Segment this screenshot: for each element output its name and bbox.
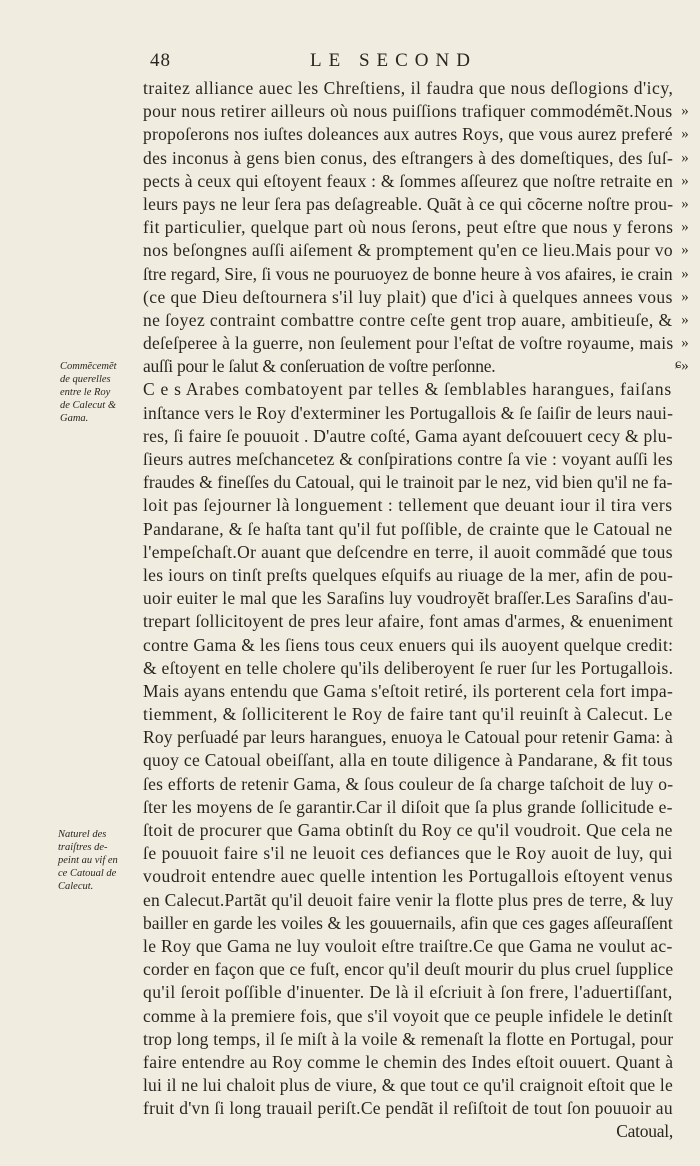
- quotation-mark: »: [681, 126, 689, 143]
- text-line: auſſi pour le ſalut & conſeruation de voſtre perſonne.: [143, 356, 496, 377]
- text-line: tiemment, & ſolliciterent le Roy de faire tant qu'il reuinſt à Calecut. Le: [143, 704, 673, 725]
- text-line: trop long temps, il ſe miſt à la voile & remenaſt la flotte en Portugal, pour: [143, 1028, 673, 1049]
- quotation-mark: »: [681, 311, 689, 328]
- running-title: LE SECOND: [310, 50, 477, 71]
- text-line: res, ſi faire ſe pouuoit . D'autre coſté, Gama ayant deſcouuert cecy & plu-: [143, 425, 673, 446]
- body-text: [143, 77, 673, 1144]
- marginal-note: Commẽcemẽt de querelles entre le Roy de Calecut & Gama.: [60, 361, 117, 424]
- quotation-mark: »: [681, 103, 689, 120]
- text-line: voudroit entendre auec quelle intention les Portugallois eſtoyent venus: [143, 866, 673, 887]
- text-line: ne ſoyez contraint combattre contre ceſte gent trop auare, ambitieuſe, &: [143, 309, 673, 330]
- text-line: en Calecut.Partãt qu'il deuoit faire venir la flotte plus pres de terre, & luy: [143, 889, 673, 910]
- text-line: fit particulier, quelque part où nous ſerons, peut eſtre que nous y ferons: [143, 217, 673, 238]
- marginal-note: Naturel des traiſtres de- peint au vif en ce Catoual de Calecut.: [58, 829, 118, 892]
- text-line: ſieurs autres meſchancetez & conſpirations contre ſa vie : voyant auſſi les: [143, 449, 673, 469]
- quotation-marks-column: [674, 77, 696, 378]
- text-line: fraudes & fineſſes du Catoual, qui le trainoit par le nez, vid bien qu'il ne fa-: [143, 472, 673, 493]
- quotation-mark: »: [681, 265, 689, 282]
- text-line: traitez alliance auec les Chreſtiens, il faudra que nous deſlogions d'icy,: [143, 78, 673, 98]
- quotation-mark: »: [681, 195, 689, 212]
- text-line: fruit d'vn ſi long trauail periſt.Ce pendãt il reſiſtoit de tout ſon pouuoir au: [143, 1098, 673, 1119]
- text-line: uoir euiter le mal que les Saraſins luy voudroyẽt braſſer.Les Saraſins d'au-: [143, 588, 673, 609]
- text-line: trepart ſollicitoyent de pres leur afaire, font amas d'armes, & enueniment: [143, 611, 673, 632]
- text-line: pects à ceux qui eſtoyent feaux : & ſommes aſſeurez que noſtre retraite en: [143, 170, 673, 191]
- text-line: les iours on tinſt preſts quelques eſquifs au riuage de la mer, afin de pou-: [143, 564, 673, 585]
- text-line: des inconus à gens bien conus, des eſtrangers à des domeſtiques, des ſuſ-: [143, 147, 673, 168]
- text-line: qu'il ſeroit poſſible d'inuenter. De là il eſcriuit à ſon frere, l'aduertiſſant,: [143, 982, 673, 1003]
- page-number: 48: [150, 50, 171, 71]
- text-line: Pandarane, & ſe haſta tant qu'il fut poſſible, de crainte que le Catoual ne: [143, 518, 673, 539]
- text-line: quoy ce Catoual obeiſſant, alla en toute diligence à Pandarane, & fit tous: [143, 750, 673, 771]
- text-line: contre Gama & les ſiens tous ceux enuers qui ils auoyent quelque credit:: [143, 634, 673, 655]
- text-line: Catoual,: [616, 1121, 673, 1142]
- text-line: ſes efforts de retenir Gama, & ſous couleur de ſa charge taſchoit de luy o-: [143, 773, 673, 794]
- text-line: & eſtoyent en telle cholere qu'ils deliberoyent ſe ruer ſur les Portugallois.: [143, 657, 673, 678]
- quotation-mark: »: [681, 172, 689, 189]
- text-line: le Roy que Gama ne luy vouloit eſtre traiſtre.Ce que Gama ne voulut ac-: [143, 935, 673, 956]
- quotation-mark: »: [681, 288, 689, 305]
- text-line: corder en façon que ce fuſt, encor qu'il deuſt mourir du plus cruel ſupplice: [143, 959, 673, 980]
- quotation-mark: »: [681, 358, 689, 375]
- text-line: ſter les moyens de ſe garantir.Car il diſoit que ſa plus grande ſollicitude e-: [143, 796, 673, 817]
- text-line: bailler en garde les voiles & les gouuernails, afin que ces gages aſſeuraſſent: [143, 912, 673, 933]
- marginal-symbol: ɕ: [675, 357, 682, 372]
- text-line: ſe pouuoit faire s'il ne leuoit ces defiances que le Roy auoit de luy, qui: [143, 843, 673, 864]
- text-line: propoſerons nos iuſtes doleances aux autres Roys, que vous aurez preferé: [143, 124, 673, 145]
- text-line: C e s Arabes combatoyent par telles & ſemblables harangues, faiſans: [143, 379, 672, 400]
- text-line: deſeſperee à la guerre, non ſeulement pour l'eſtat de voſtre royaume, mais: [143, 333, 673, 354]
- text-line: comme à la premiere fois, que s'il voyoit que ce peuple infidele le detinſt: [143, 1005, 673, 1026]
- text-line: inſtance vers le Roy d'exterminer les Portugallois & ſe ſaiſir de leurs naui-: [143, 402, 673, 423]
- text-line: ſtre regard, Sire, ſi vous ne pouruoyez de bonne heure à vos afaires, ie crain: [143, 263, 673, 284]
- text-line: Mais ayans entendu que Gama s'eſtoit retiré, ils porterent cela fort impa-: [143, 680, 673, 701]
- page-header: [150, 50, 680, 76]
- text-line: lui il ne lui chaloit plus de viure, & que tout ce qu'il craignoit eſtoit que le: [143, 1075, 673, 1096]
- text-line: nos beſongnes auſſi aiſement & promptement qu'en ce lieu.Mais pour vo: [143, 240, 673, 261]
- text-line: (ce que Dieu deſtournera s'il luy plait) que d'ici à quelques annees vous: [143, 286, 673, 307]
- text-line: loit pas ſejourner là longuement : tellement que deuant iour il tira vers: [143, 495, 673, 516]
- text-line: leurs pays ne leur ſera pas deſagreable. Quãt à ce qui cõcerne noſtre prou-: [143, 193, 673, 214]
- quotation-mark: »: [681, 149, 689, 166]
- text-line: l'empeſchaſt.Or auant que deſcendre en terre, il auoit commãdé que tous: [143, 541, 673, 562]
- quotation-mark: »: [681, 242, 689, 259]
- text-line: faire entendre au Roy comme le chemin des Indes eſtoit ouuert. Quant à: [143, 1051, 673, 1072]
- text-line: pour nous retirer ailleurs où nous puiſſions trafiquer commodémẽt.Nous: [143, 101, 673, 122]
- quotation-mark: »: [681, 335, 689, 352]
- quotation-mark: [674, 77, 696, 100]
- text-line: Roy perſuadé par leurs harangues, enuoya le Catoual pour retenir Gama: à: [143, 727, 673, 748]
- text-line: ſtoit de procurer que Gama obtinſt du Roy ce qu'il voudroit. Que cela ne: [143, 820, 673, 840]
- quotation-mark: »: [681, 219, 689, 236]
